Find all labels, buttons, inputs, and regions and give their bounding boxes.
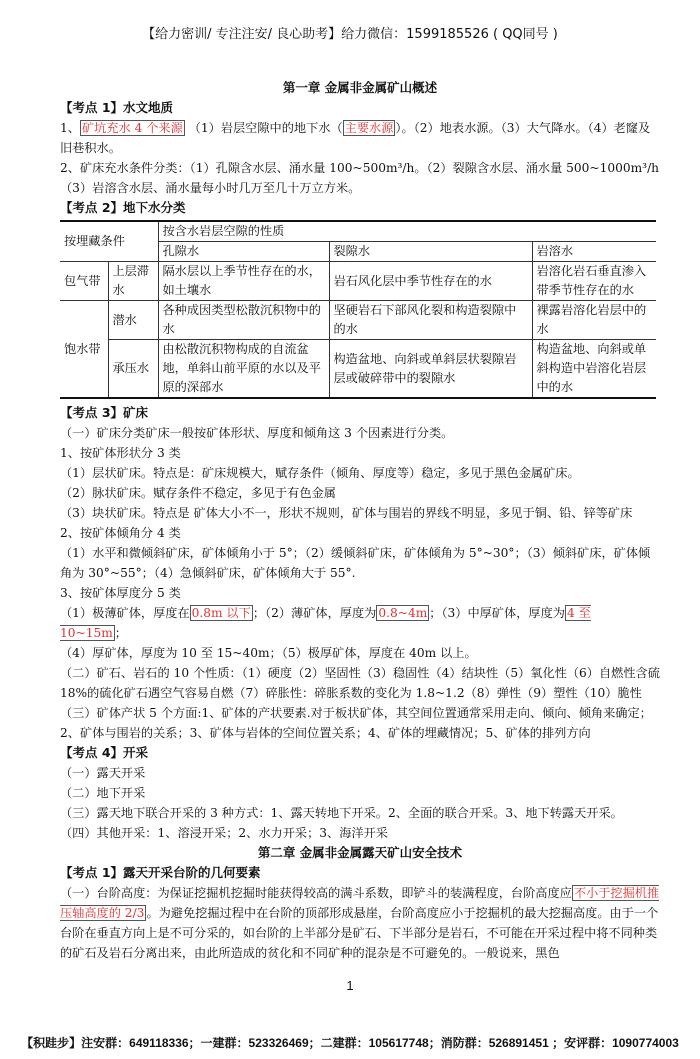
text-segment: 2、矿床充水条件分类：（1）孔隙含水层、涌水量 100~500m³/h。（2）裂隙含水层、涌水量 500~1000m³/h（3）岩溶含水层、涌水量每小时几万至几十万立方米。 [60, 161, 660, 195]
section-heading [60, 198, 660, 218]
highlighted-key-phrase: 4 至 10~15m [60, 606, 591, 640]
table-row [60, 262, 656, 301]
paragraph [60, 483, 660, 503]
paragraph [60, 118, 660, 158]
text-segment: （一）矿床分类矿床一般按矿体形状、厚度和倾角这 3 个因素进行分类。 [60, 426, 454, 440]
paragraph [60, 603, 660, 643]
section-heading [60, 98, 660, 118]
text-segment: 第二章 金属非金属露天矿山安全技术 [257, 845, 463, 860]
water-type-cell: 承压水 [108, 340, 158, 399]
paragraph [60, 823, 660, 843]
table-cell: 岩石风化层中季节性存在的水 [329, 262, 532, 301]
paragraph [60, 543, 660, 583]
section-heading [60, 403, 660, 423]
paragraph [60, 663, 660, 703]
paragraph [60, 443, 660, 463]
highlighted-key-phrase: 主要水源 [344, 121, 394, 135]
text-segment: 【考点 3】矿床 [60, 405, 149, 420]
column-header: 岩溶水 [532, 242, 656, 262]
paragraph [60, 158, 660, 198]
chapter-title [60, 843, 660, 863]
highlighted-key-phrase: 矿坑充水 4 个来源 [81, 121, 183, 135]
table-cell: 坚硬岩石下部风化裂和构造裂隙中的水 [329, 301, 532, 340]
text-segment: 第一章 金属非金属矿山概述 [282, 80, 438, 95]
water-type-cell: 潜水 [108, 301, 158, 340]
text-segment: （1）层状矿床。特点是：矿床规模大，赋存条件（倾角、厚度等）稳定，多见于黑色金属矿床。 [60, 466, 580, 480]
page-footer: 【积跬步】注安群：649118336；一建群：523326469；二建群：105617748；消防群：526891451 ；安评群：1090774003 [21, 1036, 679, 1050]
text-segment: （一）露天开采 [60, 766, 146, 780]
paragraph [60, 763, 660, 783]
groundwater-classification-table [60, 220, 656, 399]
text-segment: 3、按矿体厚度分 5 类 [60, 586, 181, 600]
text-segment: （二）矿石、岩石的 10 个性质：（1）硬度（2）坚固性（3）稳固性（4）结块性（5）氧化性（6）自燃性含硫 18%的硫化矿石遇空气容易自燃（7）碎胀性：碎胀系数的变化为 1.8~1.2（8）弹性（9）塑性（10）脆性 [60, 666, 660, 700]
paragraph [60, 643, 660, 663]
text-segment: 1、 [60, 121, 80, 135]
section-heading [60, 743, 660, 763]
text-segment: ）。（2）地表水源。（3）大气降水。（4）老窿及旧巷积水。 [60, 121, 651, 155]
text-segment: （三）矿体产状 5 个方面:1、矿体的产状要素.对于板状矿体，其空间位置通常采用走向、倾向、倾角来确定；2、矿体与围岩的关系；3、矿体与岩体的空间位置关系；4、矿体的埋藏情况；5、矿体的排列方向 [60, 706, 652, 740]
table-cell: 裸露岩溶化岩层中的水 [532, 301, 656, 340]
table-cell: 由松散沉积物构成的自流盆地，单斜山前平原的水以及平原的深部水 [158, 340, 329, 399]
page-number: 1 [346, 978, 354, 993]
text-segment: ； [114, 626, 127, 640]
highlighted-key-phrase: 0.8m 以下 [191, 606, 251, 620]
text-segment: 2、按矿体倾角分 4 类 [60, 526, 181, 540]
column-header: 孔隙水 [158, 242, 329, 262]
table-corner-header: 按埋藏条件 [60, 221, 158, 262]
text-segment: ；（2）薄矿体，厚度为 [252, 606, 377, 620]
paragraph [60, 463, 660, 483]
document-body [60, 78, 660, 963]
text-segment: （1）水平和微倾斜矿床，矿体倾角小于 5°；（2）缓倾斜矿床，矿体倾角为 5°~30°；（3）倾斜矿床，矿体倾角为 30°~55°；（4）急倾斜矿床，矿体倾角大于 55°. [60, 546, 651, 580]
paragraph [60, 423, 660, 443]
text-segment: （三）露天地下联合开采的 3 种方式：1、露天转地下开采。2、全面的联合开采。3、地下转露天开采。 [60, 806, 623, 820]
paragraph [60, 703, 660, 743]
table-row [60, 340, 656, 399]
text-segment: 【考点 2】地下水分类 [60, 200, 186, 215]
text-segment: （1）岩层空隙中的地下水（ [184, 121, 343, 135]
table-row [60, 301, 656, 340]
paragraph [60, 803, 660, 823]
text-segment: 【考点 4】开采 [60, 745, 149, 760]
table-cell: 构造盆地、向斜或单斜构造中岩溶化岩层中的水 [532, 340, 656, 399]
table-group-header: 按含水岩层空隙的性质 [158, 221, 656, 242]
paragraph [60, 883, 660, 963]
text-segment: ；（3）中厚矿体，厚度为 [429, 606, 565, 620]
text-segment: （4）厚矿体，厚度为 10 至 15~40m；（5）极厚矿体，厚度在 40m 以上。 [60, 646, 477, 660]
text-segment: （1）极薄矿体，厚度在 [60, 606, 190, 620]
water-type-cell: 上层滞水 [108, 262, 158, 301]
zone-cell: 包气带 [60, 262, 108, 301]
table-cell: 构造盆地、向斜或单斜层状裂隙岩层或破碎带中的裂隙水 [329, 340, 532, 399]
highlighted-key-phrase: 不小于挖掘机推压轴高度的 2/3 [60, 886, 660, 920]
text-segment: 1、按矿体形状分 3 类 [60, 446, 181, 460]
text-segment: （一）台阶高度：为保证挖掘机挖掘时能获得较高的满斗系数，即铲斗的装满程度，台阶高度应 [60, 886, 572, 900]
table-cell: 各种成因类型松散沉积物中的水 [158, 301, 329, 340]
column-header: 裂隙水 [329, 242, 532, 262]
text-segment: （3）块状矿床。特点是 矿体大小不一，形状不规则，矿体与围岩的界线不明显，多见于铜、铅、锌等矿床 [60, 506, 633, 520]
text-segment: 【考点 1】水文地质 [60, 100, 174, 115]
paragraph [60, 783, 660, 803]
zone-cell: 饱水带 [60, 301, 108, 399]
page-header: 【给力密训/ 专注注安/ 良心助考】给力微信：1599185526 ( QQ同号 ) [142, 27, 558, 42]
paragraph [60, 583, 660, 603]
text-segment: 【考点 1】露天开采台阶的几何要素 [60, 865, 261, 880]
paragraph [60, 523, 660, 543]
text-segment: （二）地下开采 [60, 786, 146, 800]
text-segment: （2）脉状矿床。赋存条件不稳定，多见于有色金属 [60, 486, 336, 500]
highlighted-key-phrase: 0.8~4m [378, 606, 428, 620]
text-segment: 。为避免挖掘过程中在台阶的顶部形成悬崖，台阶高度应小于挖掘机的最大挖掘高度。由于一个台阶在垂直方向上是不可分采的，如台阶的上半部分是矿石、下半部分是岩石，不可能在开采过程中将不同种类的矿石及岩石分离出来，由此所造成的贫化和不同矿种的混杂是不可避免的。一般说来，黑色 [60, 906, 659, 960]
text-segment: （四）其他开采：1、溶浸开采；2、水力开采；3、海洋开采 [60, 826, 388, 840]
section-heading [60, 863, 660, 883]
table-cell: 隔水层以上季节性存在的水，如土壤水 [158, 262, 329, 301]
chapter-title [60, 78, 660, 98]
table-cell: 岩溶化岩石垂直渗入带季节性存在的水 [532, 262, 656, 301]
paragraph [60, 503, 660, 523]
